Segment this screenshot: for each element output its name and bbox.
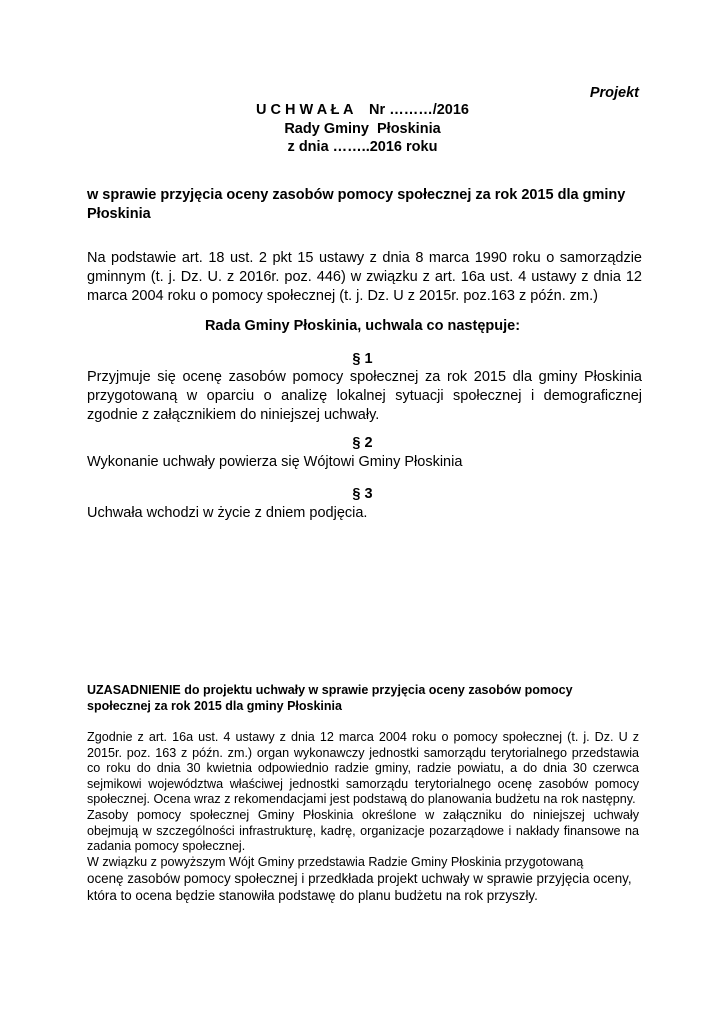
justification-paragraph-3a: W związku z powyższym Wójt Gminy przedstawia Radzie Gminy Płoskinia przygotowaną <box>87 854 584 869</box>
section-sign-2: § 2 <box>352 435 373 451</box>
section-text-1: Przyjmuje się ocenę zasobów pomocy społecznej za rok 2015 dla gminy Płoskinia przygotowaną w oparciu o analizę lokalnej sytuacji społecznej i demograficznej zgodnie z załącznikiem do niniejszej uchwały. <box>87 369 642 423</box>
resolution-topic: w sprawie przyjęcia oceny zasobów pomocy społecznej za rok 2015 dla gminy Płoskinia <box>87 187 626 222</box>
justification-paragraph-1: Zgodnie z art. 16a ust. 4 ustawy z dnia 12 marca 2004 roku o pomocy społecznej (t. j. Dz. U z 2015r. poz. 163 z późn. zm.) organ wykonawczy jednostki samorządu terytorialnego przedstawia co roku do dnia 30 kwietnia odpowiednio radzie gminy, radzie powiatu, a do dnia 30 czerwca sejmikowi województwa właściwej jednostki samorządu terytorialnego ocenę zasobów pomocy społecznej. Ocena wraz z rekomendacjami jest podstawą do planowania budżetu na rok następny. <box>87 730 639 807</box>
justification-heading: UZASADNIENIE do projektu uchwały w sprawie przyjęcia oceny zasobów pomocy społecznej za rok 2015 dla gminy Płoskinia <box>87 683 573 713</box>
council-name: Rady Gminy Płoskinia <box>284 121 441 137</box>
resolution-title: U C H W A Ł A Nr ………/2016 <box>256 102 469 118</box>
section-text-3: Uchwała wchodzi w życie z dniem podjęcia. <box>87 505 368 521</box>
legal-basis: Na podstawie art. 18 ust. 2 pkt 15 ustawy z dnia 8 marca 1990 roku o samorządzie gminnym (t. j. Dz. U. z 2016r. poz. 446) w związku z art. 16a ust. 4 ustawy z dnia 12 marca 2004 roku o pomocy społecznej (t. j. Dz. U z 2015r. poz.163 z późn. zm.) <box>87 250 642 304</box>
justification-body <box>87 730 639 904</box>
justification-paragraph-3b: ocenę zasobów pomocy społecznej i przedkłada projekt uchwały w sprawie przyjęcia oceny, która to ocena będzie stanowiła podstawę do planu budżetu na rok przyszły. <box>87 871 632 904</box>
justification-paragraph-2: Zasoby pomocy społecznej Gminy Płoskinia określone w załączniku do niniejszej uchwały obejmują w szczególności infrastrukturę, kadrę, organizacje pozarządowe i nakłady finansowe na zadania pomocy społecznej. <box>87 807 639 854</box>
resolution-date: z dnia ……..2016 roku <box>287 139 438 155</box>
resolution-intro: Rada Gminy Płoskinia, uchwala co następuje: <box>204 318 521 334</box>
section-sign-3: § 3 <box>352 486 373 502</box>
section-text-2: Wykonanie uchwały powierza się Wójtowi Gminy Płoskinia <box>87 454 463 470</box>
section-sign-1: § 1 <box>352 351 373 367</box>
projekt-label: Projekt <box>589 85 639 101</box>
